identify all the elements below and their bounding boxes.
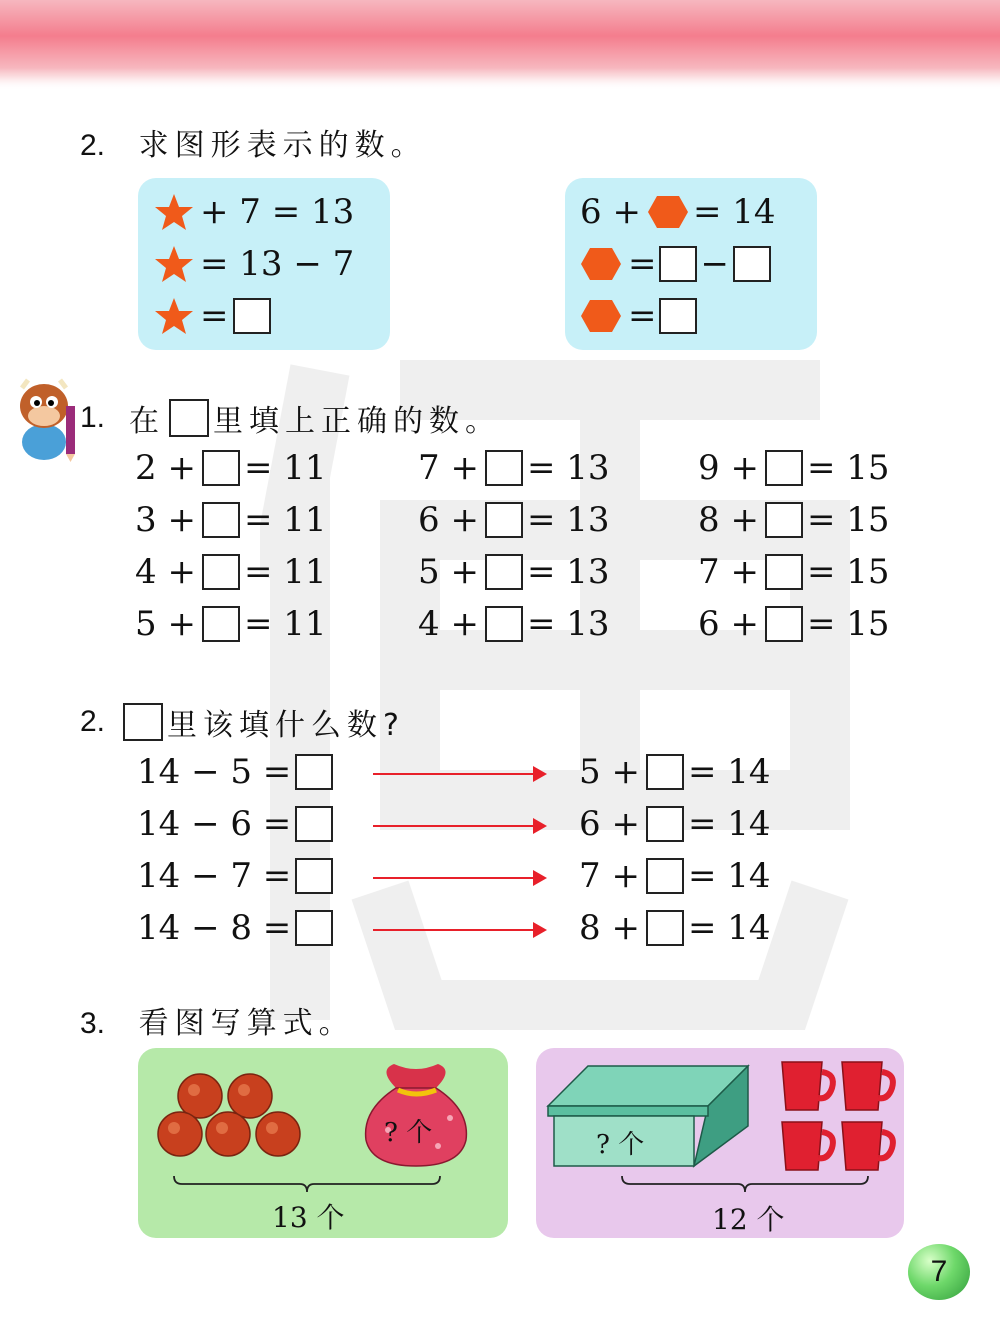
arrow-right-icon bbox=[373, 773, 543, 775]
equation-lhs: 8 + bbox=[698, 500, 759, 540]
star-icon bbox=[154, 245, 194, 283]
equation-lhs: 14 − 5 = bbox=[137, 752, 292, 792]
equation-rhs: = 13 bbox=[526, 500, 610, 540]
answer-box[interactable] bbox=[202, 502, 240, 538]
answer-box[interactable] bbox=[646, 858, 684, 894]
ex1-equation-c3-r4 bbox=[698, 604, 890, 644]
ex2-addition-r3 bbox=[579, 856, 771, 896]
title-box-icon bbox=[169, 399, 209, 437]
equation-lhs: 5 + bbox=[135, 604, 196, 644]
equation-rhs: = 14 bbox=[687, 908, 771, 948]
answer-box[interactable] bbox=[659, 246, 697, 282]
ex2-subtraction-r2 bbox=[137, 804, 333, 844]
exercise-number: 2. bbox=[80, 705, 106, 738]
hexagon-icon bbox=[580, 247, 622, 281]
equation-text: 6 + bbox=[580, 192, 641, 232]
ex2-addition-r1 bbox=[579, 752, 771, 792]
top-decorative-band bbox=[0, 0, 1000, 90]
ex2-subtraction-r1 bbox=[137, 752, 333, 792]
equation-rhs: = 14 bbox=[687, 752, 771, 792]
page-number: 7 bbox=[908, 1244, 970, 1300]
equation-rhs: = 15 bbox=[806, 448, 890, 488]
equation-lhs: 5 + bbox=[418, 552, 479, 592]
equation-lhs: 14 − 7 = bbox=[137, 856, 292, 896]
exercise-3-heading bbox=[80, 998, 355, 1042]
equation-rhs: = 11 bbox=[243, 448, 327, 488]
section-title: 求图形表示的数。 bbox=[138, 128, 427, 163]
equation-lhs: 4 + bbox=[135, 552, 196, 592]
equation-lhs: 7 + bbox=[418, 448, 479, 488]
ex2-subtraction-r3 bbox=[137, 856, 333, 896]
answer-box[interactable] bbox=[295, 806, 333, 842]
answer-box[interactable] bbox=[202, 606, 240, 642]
equation-rhs: = 15 bbox=[806, 552, 890, 592]
equation-lhs: 14 − 6 = bbox=[137, 804, 292, 844]
section-heading bbox=[80, 120, 427, 164]
equals-sign: = bbox=[200, 296, 229, 336]
equation-rhs: = 13 bbox=[526, 604, 610, 644]
exercise-title: 看图写算式。 bbox=[138, 1006, 355, 1041]
answer-box[interactable] bbox=[202, 450, 240, 486]
equation-lhs: 9 + bbox=[698, 448, 759, 488]
equation-lhs: 4 + bbox=[418, 604, 479, 644]
ex1-equation-c3-r1 bbox=[698, 448, 890, 488]
equation-lhs: 3 + bbox=[135, 500, 196, 540]
equation-lhs: 6 + bbox=[418, 500, 479, 540]
equation-text: + 7 = 13 bbox=[200, 192, 355, 232]
exercise-title-part-1: 在 bbox=[129, 404, 166, 439]
answer-box[interactable] bbox=[765, 606, 803, 642]
equation-lhs: 8 + bbox=[579, 908, 640, 948]
hexagon-icon bbox=[647, 195, 689, 229]
ex1-equation-c2-r3 bbox=[418, 552, 610, 592]
answer-box[interactable] bbox=[295, 910, 333, 946]
hexagon-icon bbox=[580, 299, 622, 333]
equation-rhs: = 15 bbox=[806, 500, 890, 540]
star-icon bbox=[154, 297, 194, 335]
bracket-brace bbox=[620, 1174, 870, 1194]
star-equation-line-3 bbox=[154, 296, 271, 336]
answer-box[interactable] bbox=[485, 606, 523, 642]
equation-lhs: 2 + bbox=[135, 448, 196, 488]
answer-box[interactable] bbox=[295, 754, 333, 790]
answer-box[interactable] bbox=[202, 554, 240, 590]
arrow-right-icon bbox=[373, 929, 543, 931]
ex1-equation-c3-r2 bbox=[698, 500, 890, 540]
star-icon bbox=[154, 193, 194, 231]
exercise-1-heading bbox=[80, 396, 501, 440]
title-box-icon bbox=[123, 703, 163, 741]
arrow-right-icon bbox=[373, 825, 543, 827]
ex1-equation-c1-r3 bbox=[135, 552, 327, 592]
equation-rhs: = 11 bbox=[243, 500, 327, 540]
equation-rhs: = 15 bbox=[806, 604, 890, 644]
equation-text: = 14 bbox=[692, 192, 776, 232]
apples-icon bbox=[150, 1066, 310, 1162]
minus-sign: − bbox=[700, 244, 729, 284]
equation-lhs: 6 + bbox=[579, 804, 640, 844]
star-equation-line-2 bbox=[154, 244, 354, 284]
equals-sign: = bbox=[628, 244, 657, 284]
answer-box[interactable] bbox=[733, 246, 771, 282]
answer-box[interactable] bbox=[646, 754, 684, 790]
equation-rhs: = 14 bbox=[687, 804, 771, 844]
exercise-title: 里该填什么数? bbox=[167, 708, 405, 743]
ex1-equation-c1-r4 bbox=[135, 604, 327, 644]
ex1-equation-c2-r4 bbox=[418, 604, 610, 644]
equation-lhs: 7 + bbox=[579, 856, 640, 896]
equation-rhs: = 14 bbox=[687, 856, 771, 896]
ex2-addition-r4 bbox=[579, 908, 771, 948]
section-number: 2. bbox=[80, 129, 106, 162]
hexagon-equation-line-1 bbox=[580, 192, 776, 232]
answer-box[interactable] bbox=[765, 554, 803, 590]
box-unknown-label: ? 个 bbox=[596, 1130, 645, 1160]
answer-box[interactable] bbox=[295, 858, 333, 894]
exercise-number: 3. bbox=[80, 1007, 106, 1040]
arrow-right-icon bbox=[373, 877, 543, 879]
answer-box[interactable] bbox=[646, 806, 684, 842]
ex1-equation-c1-r1 bbox=[135, 448, 327, 488]
bracket-brace bbox=[172, 1174, 442, 1194]
equation-lhs: 6 + bbox=[698, 604, 759, 644]
equation-rhs: = 13 bbox=[526, 448, 610, 488]
answer-box[interactable] bbox=[485, 450, 523, 486]
hexagon-equation-line-2 bbox=[580, 244, 771, 284]
equation-lhs: 7 + bbox=[698, 552, 759, 592]
exercise-title-part-2: 里填上正确的数。 bbox=[213, 404, 502, 439]
cups-total-label: 12 个 bbox=[712, 1203, 785, 1236]
box-icon bbox=[544, 1062, 750, 1172]
star-equation-line-1 bbox=[154, 192, 354, 232]
ex1-equation-c3-r3 bbox=[698, 552, 890, 592]
exercise-2-heading bbox=[80, 700, 405, 744]
answer-box[interactable] bbox=[659, 298, 697, 334]
equation-text: = 13 − 7 bbox=[200, 244, 355, 284]
ex1-equation-c2-r2 bbox=[418, 500, 610, 540]
answer-box[interactable] bbox=[485, 502, 523, 538]
apples-total-label: 13 个 bbox=[272, 1201, 345, 1234]
answer-box[interactable] bbox=[765, 502, 803, 538]
equation-rhs: = 11 bbox=[243, 604, 327, 644]
bag-unknown-label: ? 个 bbox=[384, 1118, 433, 1148]
equals-sign: = bbox=[628, 296, 657, 336]
equation-rhs: = 13 bbox=[526, 552, 610, 592]
ex1-equation-c2-r1 bbox=[418, 448, 610, 488]
equation-lhs: 5 + bbox=[579, 752, 640, 792]
ex1-equation-c1-r2 bbox=[135, 500, 327, 540]
ex2-addition-r2 bbox=[579, 804, 771, 844]
answer-box[interactable] bbox=[485, 554, 523, 590]
cups-icon bbox=[778, 1058, 902, 1178]
equation-lhs: 14 − 8 = bbox=[137, 908, 292, 948]
answer-box[interactable] bbox=[233, 298, 271, 334]
ex2-subtraction-r4 bbox=[137, 908, 333, 948]
hexagon-equation-line-3 bbox=[580, 296, 697, 336]
exercise-number: 1. bbox=[80, 401, 106, 434]
cow-mascot-icon bbox=[14, 376, 80, 462]
equation-rhs: = 11 bbox=[243, 552, 327, 592]
answer-box[interactable] bbox=[765, 450, 803, 486]
answer-box[interactable] bbox=[646, 910, 684, 946]
